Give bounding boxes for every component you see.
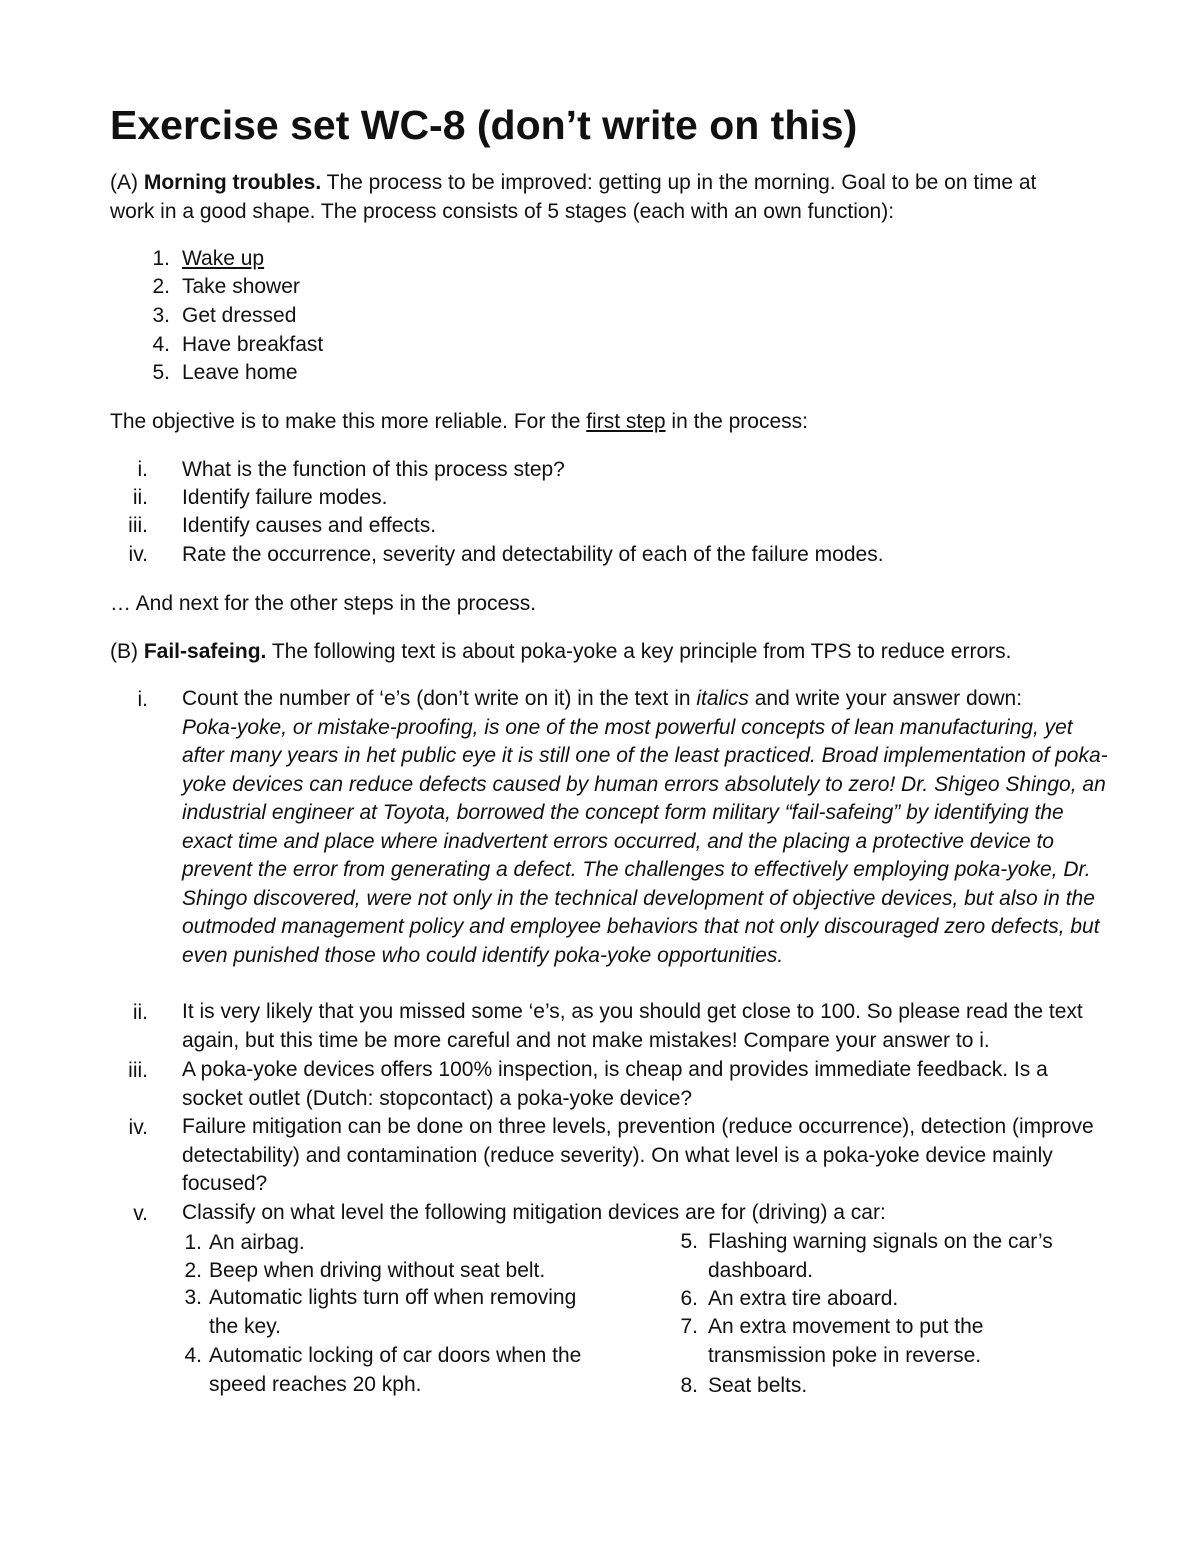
part-a-label: (A) [110,171,138,194]
part-b-intro-text: The following text is about poka-yoke a key principle from TPS to reduce errors. [271,640,1012,663]
list-item: 6. An extra tire aboard. [680,1287,899,1310]
question-ii-text: It is very likely that you missed some ‘e’s, as you should get close to 100. So please read the text again, but this time be more careful and not make mistakes! Compare your answer to i. [182,1000,1083,1052]
next-steps-text: … And next for the other steps in the process. [110,592,537,615]
list-item: 7. An extra movement to put the transmission poke in reverse. [680,1315,984,1367]
question-i-text: Count the number of ‘e’s (don’t write on it) in the text in italics and write your answer down: Poka-yoke, or mistake-proofing, is one of the most powerful concepts of lean manufacturing, yet after many years in het public eye it is still one of the least practiced. Broad implementation of poka-yoke devices can reduce defects caused by human errors absolutely to zero! Dr. Shigeo Shingo, an industrial engineer at Toyota, borrowed the concept form military “fail-safeing” by identifying the exact time and place where inadvertent errors occurred, and the placing a protective device to prevent the error from generating a defect. The challenges to effectively employing poka-yoke, Dr. Shingo discovered, were not only in the technical development of objective devices, but also in the outmoded management policy and employee behaviors that not only discouraged zero defects, but even punished those who could identify poka-yoke opportunities. [182,687,1108,967]
list-item: 8. Seat belts. [680,1374,808,1397]
question-iv-text: Failure mitigation can be done on three levels, prevention (reduce occurrence), detection (improve detectability) and contamination (reduce severity). On what level is a poka-yoke device mainly focused? [182,1115,1094,1195]
question-iii-text: A poka-yoke devices offers 100% inspection, is cheap and provides immediate feedback. Is a socket outlet (Dutch: stopcontact) a poka-yoke device? [182,1058,1048,1110]
list-item: 1. An airbag. [184,1231,305,1254]
part-b-heading: Fail-safeing. [143,640,267,663]
question-v-text: Classify on what level the following mitigation devices are for (driving) a car: [182,1201,886,1224]
list-item: 3. Automatic lights turn off when removing the key. [184,1286,577,1338]
part-a-intro-line2: work in a good shape. The process consists of 5 stages (each with an own function): [110,200,895,223]
objective-text: The objective is to make this more reliable. For the first step in the process: [110,410,808,433]
page-title: Exercise set WC-8 (don’t write on this) [110,102,858,148]
list-item: 2. Beep when driving without seat belt. [184,1259,546,1282]
part-b-label: (B) [110,640,138,663]
first-step-underlined: first step [586,410,666,433]
document-page: Exercise set WC-8 (don’t write on this) (A) Morning troubles. The process to be improved: getting up in the morning. Goal to be on time at work in a good shape. The process consists of 5 stages (each with an own function): 1. Wake up 2. Take shower 3. Get dressed 4. Have breakfast 5. Leave home The objective is to make this more reliable. For the first step in the process: i. What is the function of this process step? ii. Identify failure modes. iii. Identify causes and effects. iv. Rate the occurrence, severity and detectability of each of the failure modes. … And next for the other steps in the process. (B) Fail-safeing. The following text is about poka-yoke a key principle from TPS to reduce errors. i. Count the number of ‘e’s (don’t write on it) in the text in italics and write your answer down: Poka-yoke, or mistake-proofing, is one of the most powerful concepts of lean manufacturing, yet after many years in het public eye it is still one of the least practiced. Broad implementation of poka-yoke devices can reduce defects caused by human errors absolutely to zero! Dr. Shigeo Shingo, an industrial engineer at Toyota, borrowed the concept form military “fail-safeing” by identifying the exact time and place where inadvertent errors occurred, and the placing a protective device to prevent the error from generating a defect. The challenges to effectively employing poka-yoke, Dr. Shingo discovered, were not only in the technical development of objective devices, but also in the outmoded management policy and employee behaviors that not only discouraged zero defects, but even punished those who could identify poka-yoke opportunities. ii. It is very likely that you missed some ‘e’s, as you should get close to 100. So please read the text again, but this time be more careful and not make mistakes! Compare your answer to i. iii. A poka-yoke devices offers 100% inspection, is cheap and provides immediate feedback. Is a socket outlet (Dutch: stopcontact) a poka-yoke device? iv. Failure mitigation can be done on three levels, prevention (reduce occurrence), detection (improve detectability) and contamination (reduce severity). On what level is a poka-yoke device mainly focused? v. Classify on what level the following mitigation devices are for (driving) a car: 1. An airbag. 2. Beep when driving without seat belt. 3. Automatic lights turn off when removing the key. 4. Automatic locking of car doors when the speed reaches 20 kph. 5. Flashing warning signals on the car’s dashboard. 6. An extra tire aboard. 7. An extra movement to put the transmission poke in reverse. 8. Seat belts. [0,0,1200,1553]
list-item: 5. Flashing warning signals on the car’s dashboard. [680,1230,1053,1282]
part-b-intro [110,637,1100,666]
italic-passage: Poka-yoke, or mistake-proofing, is one of the most powerful concepts of lean manufacturing, yet after many years in het public eye it is still one of the least practiced. Broad implementation of poka-yoke devices can reduce defects caused by human errors absolutely to zero! Dr. Shigeo Shingo, an industrial engineer at Toyota, borrowed the concept form military “fail-safeing” by identifying the exact time and place where inadvertent errors occurred, and the placing a protective device to prevent the error from generating a defect. The challenges to effectively employing poka-yoke, Dr. Shingo discovered, were not only in the technical development of objective devices, but also in the outmoded management policy and employee behaviors that not only discouraged zero defects, but even punished those who could identify poka-yoke opportunities. [182,715,1108,967]
list-item: 4. Automatic locking of car doors when the speed reaches 20 kph. [184,1344,582,1396]
part-a-intro-line1: The process to be improved: getting up in the morning. Goal to be on time at [326,171,1037,194]
part-a-intro [110,168,1100,226]
part-a-heading: Morning troubles. [143,171,322,194]
